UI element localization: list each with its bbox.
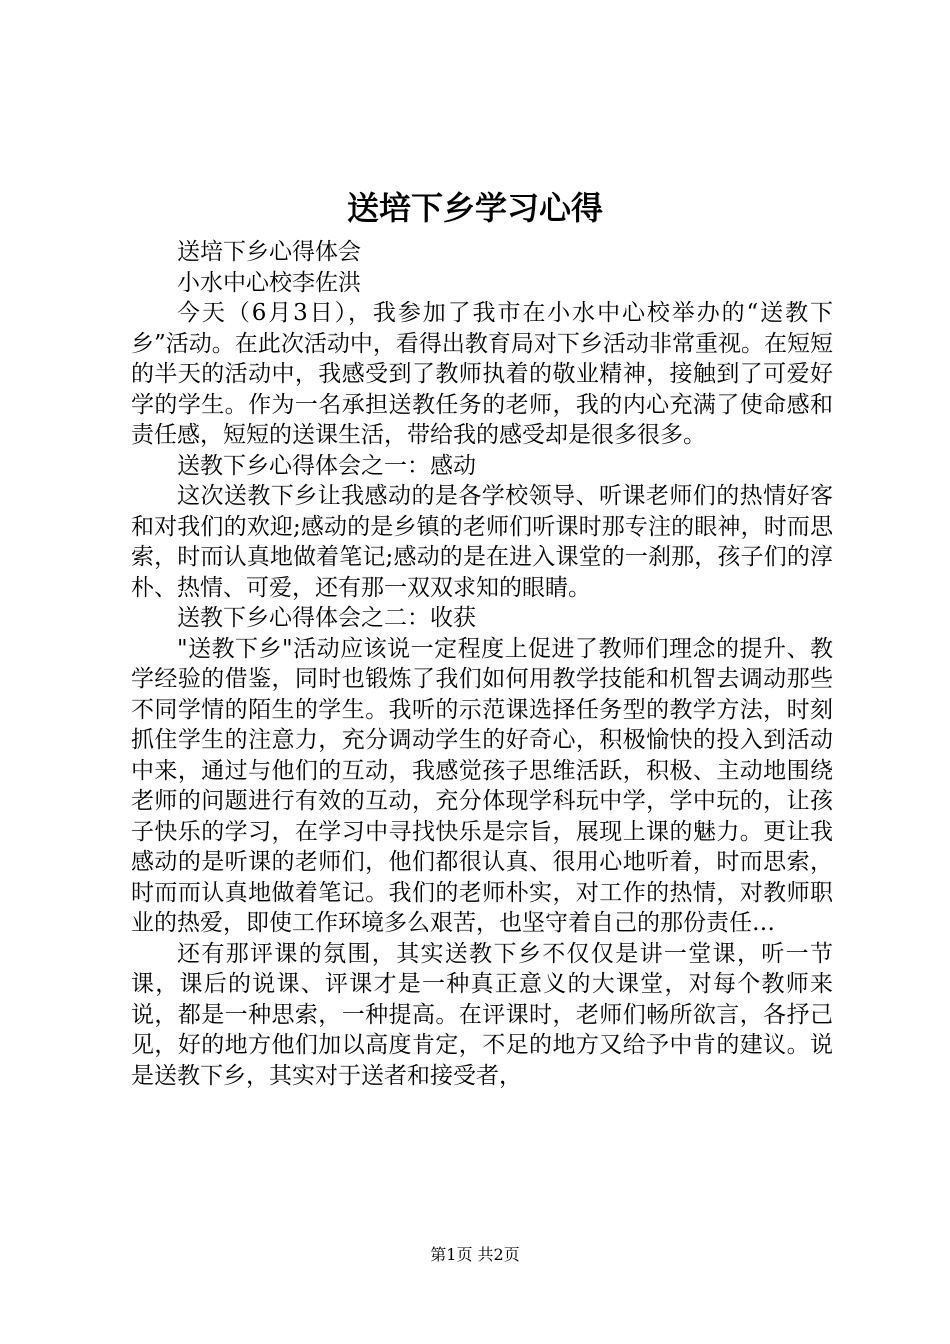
page-number-total: 共2页	[477, 1245, 520, 1264]
paragraph-section-2: "送教下乡"活动应该说一定程度上促进了教师们理念的提升、教学经验的借鉴，同时也锻炼了我们如何用教学技能和机智去调动那些不同学情的陌生的学生。我听的示范课选择任务型的教学方法，时刻抓住学生的注意力，充分调动学生的好奇心，积极愉快的投入到活动中来，通过与他们的互动，我感觉孩子思维活跃，积极、主动地围绕老师的问题进行有效的互动，充分体现学科玩中学，学中玩的，让孩子快乐的学习，在学习中寻找快乐是宗旨，展现上课的魅力。更让我感动的是听课的老师们，他们都很认真、很用心地听着，时而思索，时而而认真地做着笔记。我们的老师朴实，对工作的热情，对教师职业的热爱，即使工作环境多么艰苦，也坚守着自己的那份责任…	[131, 635, 833, 936]
paragraph-intro: 今天（6月3日），我参加了我市在小水中心校举办的“送教下乡”活动。在此次活动中，看得出教育局对下乡活动非常重视。在短短的半天的活动中，我感受到了教师执着的敬业精神，接触到了可爱好学的学生。作为一名承担送教任务的老师，我的内心充满了使命感和责任感，短短的送课生活，带给我的感受却是很多很多。	[131, 300, 833, 448]
paragraph-subtitle: 送培下乡心得体会	[177, 239, 361, 265]
paragraph-evaluation: 还有那评课的氛围，其实送教下乡不仅仅是讲一堂课，听一节课，课后的说课、评课才是一种真正意义的大课堂，对每个教师来说，都是一种思索，一种提高。在评课时，老师们畅所欲言，各抒己见，好的地方他们加以高度肯定，不足的地方又给予中肯的建议。说是送教下乡，其实对于送者和接受者，	[131, 940, 833, 1089]
page-footer	[0, 1244, 950, 1266]
section-heading-1: 送教下乡心得体会之一：感动	[177, 452, 476, 479]
page-number-current: 第1页	[430, 1245, 473, 1264]
paragraph-author: 小水中心校李佐洪	[177, 269, 361, 296]
paragraph-section-1: 这次送教下乡让我感动的是各学校领导、听课老师们的热情好客和对我们的欢迎;感动的是乡镇的老师们听课时那专注的眼神，时而思索，时而认真地做着笔记;感动的是在进入课堂的一刹那，孩子们的淳朴、热情、可爱，还有那一双双求知的眼睛。	[131, 483, 833, 601]
section-heading-2: 送教下乡心得体会之二：收获	[177, 605, 476, 631]
document-body	[131, 237, 833, 1091]
document-title: 送培下乡学习心得	[346, 189, 603, 227]
